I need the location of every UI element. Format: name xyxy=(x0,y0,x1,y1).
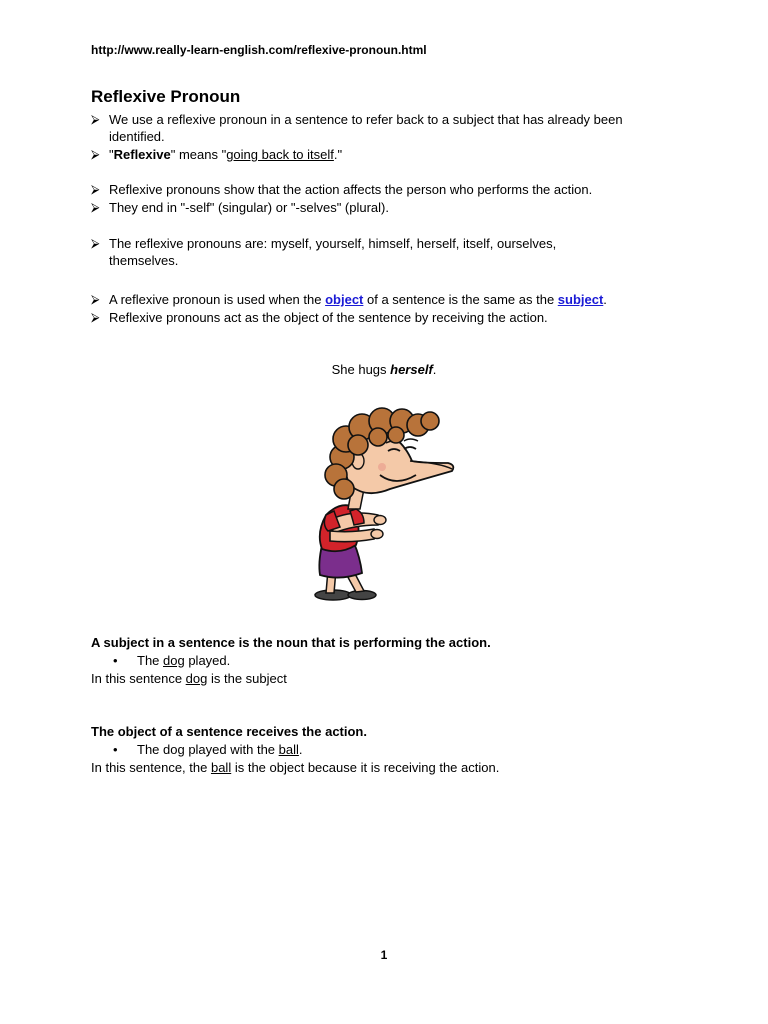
caption-emphasis: herself xyxy=(390,362,433,377)
bullet-item-2 xyxy=(91,146,681,163)
source-url[interactable]: http://www.really-learn-english.com/reflexive-pronoun.html xyxy=(91,43,427,57)
subject-note xyxy=(91,670,287,687)
bullet-6-text-end: . xyxy=(603,292,607,307)
subject-example-word: dog xyxy=(163,653,185,668)
bullet-item-7 xyxy=(91,309,681,326)
arrow-bullet-icon: ⮚ xyxy=(91,200,100,214)
bullet-7-text: Reflexive pronouns act as the object of the sentence by receiving the action. xyxy=(109,310,548,325)
object-example-pre: The dog played with the xyxy=(137,742,279,757)
bullet-1-line-1: We use a reflexive pronoun in a sentence to refer back to a subject that has already been xyxy=(109,112,623,127)
object-heading: The object of a sentence receives the action. xyxy=(91,724,367,739)
bullet-item-3 xyxy=(91,181,681,198)
page-title: Reflexive Pronoun xyxy=(91,87,241,106)
object-example-word: ball xyxy=(278,742,299,757)
caption-period: . xyxy=(432,362,437,377)
arrow-bullet-icon: ⮚ xyxy=(91,292,100,306)
arrow-bullet-icon: ⮚ xyxy=(91,112,100,126)
subject-heading: A subject in a sentence is the noun that is performing the action. xyxy=(91,635,491,650)
bullet-item-1 xyxy=(91,111,681,145)
bullet-dot-icon: • xyxy=(113,742,118,757)
bullet-6-text-start: A reflexive pronoun is used when the xyxy=(109,292,326,307)
arrow-bullet-icon: ⮚ xyxy=(91,182,100,196)
object-note-word: ball xyxy=(210,760,232,775)
page-number: 1 xyxy=(380,948,388,962)
bullet-item-4 xyxy=(91,199,681,216)
subject-example-post: played. xyxy=(184,653,231,668)
subject-link[interactable]: subject xyxy=(557,292,604,307)
arrow-bullet-icon: ⮚ xyxy=(91,147,100,161)
woman-hugging-herself-illustration xyxy=(300,405,470,605)
arrow-bullet-icon: ⮚ xyxy=(91,310,100,324)
object-link[interactable]: object xyxy=(325,292,364,307)
bullet-5-line-1: The reflexive pronouns are: myself, yourself, himself, herself, itself, ourselves, xyxy=(109,236,557,251)
bullet-3-text: Reflexive pronouns show that the action affects the person who performs the action. xyxy=(109,182,593,197)
bullet-2-quote-close: ." xyxy=(333,147,343,162)
bullet-2-definition: going back to itself xyxy=(226,147,334,162)
bullet-item-5 xyxy=(91,235,681,269)
subject-note-post: is the subject xyxy=(207,671,287,686)
illustration-caption xyxy=(0,362,768,377)
bullet-5-line-2: themselves. xyxy=(109,253,179,268)
subject-example-pre: The xyxy=(137,653,164,668)
object-note xyxy=(91,759,499,776)
object-example xyxy=(113,741,303,758)
object-example-post: . xyxy=(298,742,303,757)
bullet-2-quote-open: " xyxy=(109,147,114,162)
bullet-2-means: " means " xyxy=(170,147,227,162)
subject-note-word: dog xyxy=(185,671,208,686)
object-note-post: is the object because it is receiving the action. xyxy=(231,760,500,775)
subject-note-pre: In this sentence xyxy=(91,671,186,686)
arrow-bullet-icon: ⮚ xyxy=(91,236,100,250)
bullet-6-text-middle: of a sentence is the same as the xyxy=(363,292,558,307)
bullet-item-6 xyxy=(91,291,681,308)
bullet-1-line-2: identified. xyxy=(109,129,165,144)
bullet-4-text: They end in "-self" (singular) or "-selves" (plural). xyxy=(109,200,389,215)
bullet-2-term: Reflexive xyxy=(113,147,171,162)
object-note-pre: In this sentence, the xyxy=(91,760,211,775)
subject-example xyxy=(113,652,230,669)
bullet-dot-icon: • xyxy=(113,653,118,668)
caption-text: She hugs xyxy=(331,362,391,377)
